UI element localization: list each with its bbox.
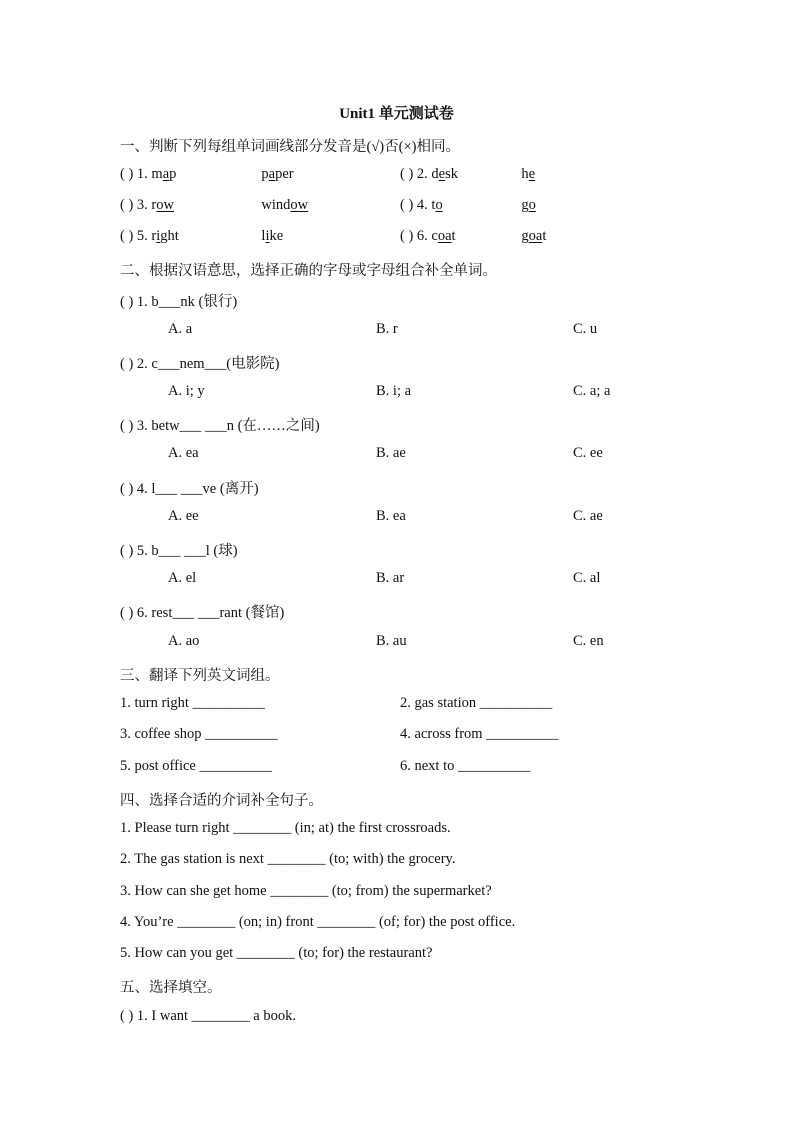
spell-option-4a: A. ee <box>168 508 199 524</box>
translate-item-1: 1. turn right __________ <box>120 695 265 711</box>
spell-question-3: ( ) 3. betw___ ___n (在……之间) <box>120 418 320 434</box>
spell-option-4c: C. ae <box>573 508 603 524</box>
spell-option-3a: A. ea <box>168 445 199 461</box>
pron-item-1: ( ) 1. map paper <box>120 166 294 182</box>
spell-question-1: ( ) 1. b___nk (银行) <box>120 294 238 310</box>
pron-item-4: ( ) 4. to go <box>400 197 536 213</box>
spell-option-5c: C. al <box>573 570 601 586</box>
spell-option-6a: A. ao <box>168 633 200 649</box>
pron-item-3: ( ) 3. row window <box>120 197 309 213</box>
spell-option-2c: C. a; a <box>573 383 611 399</box>
preposition-item-3: 3. How can she get home ________ (to; from) the supermarket? <box>120 883 492 899</box>
preposition-item-1: 1. Please turn right ________ (in; at) the first crossroads. <box>120 820 451 836</box>
spell-option-1c: C. u <box>573 321 598 337</box>
translate-item-6: 6. next to __________ <box>400 758 531 774</box>
pron-item-5: ( ) 5. right like <box>120 228 284 244</box>
spell-question-4: ( ) 4. l___ ___ve (离开) <box>120 481 259 497</box>
spell-option-2b: B. i; a <box>376 383 412 399</box>
preposition-item-4: 4. You’re ________ (on; in) front ________ (of; for) the post office. <box>120 914 516 930</box>
preposition-item-2: 2. The gas station is next ________ (to; with) the grocery. <box>120 851 456 867</box>
spell-option-1b: B. r <box>376 321 398 337</box>
spell-question-2: ( ) 2. c___nem___(电影院) <box>120 356 280 372</box>
spell-option-6b: B. au <box>376 633 407 649</box>
page-title: Unit1 单元测试卷 <box>339 106 454 122</box>
spell-option-1a: A. a <box>168 321 193 337</box>
spell-option-5b: B. ar <box>376 570 405 586</box>
section1-heading: 一、判断下列每组单词画线部分发音是(√)否(×)相同。 <box>120 139 460 155</box>
spell-option-2a: A. i; y <box>168 383 205 399</box>
section2-heading: 二、根据汉语意思，选择正确的字母或字母组合补全单词。 <box>120 263 497 279</box>
pron-item-2: ( ) 2. desk he <box>400 166 536 182</box>
translate-item-2: 2. gas station __________ <box>400 695 553 711</box>
spell-option-3c: C. ee <box>573 445 603 461</box>
translate-item-5: 5. post office __________ <box>120 758 272 774</box>
choice-item-1: ( ) 1. I want ________ a book. <box>120 1008 296 1024</box>
translate-item-3: 3. coffee shop __________ <box>120 726 278 742</box>
translate-item-4: 4. across from __________ <box>400 726 559 742</box>
spell-option-5a: A. el <box>168 570 197 586</box>
spell-question-5: ( ) 5. b___ ___l (球) <box>120 543 238 559</box>
spell-question-6: ( ) 6. rest___ ___rant (餐馆) <box>120 605 285 621</box>
section4-heading: 四、选择合适的介词补全句子。 <box>120 793 323 809</box>
section5-heading: 五、选择填空。 <box>120 980 222 996</box>
spell-option-3b: B. ae <box>376 445 406 461</box>
spell-option-4b: B. ea <box>376 508 406 524</box>
pron-item-6: ( ) 6. coat goat <box>400 228 547 244</box>
section3-heading: 三、翻译下列英文词组。 <box>120 668 280 684</box>
preposition-item-5: 5. How can you get ________ (to; for) the restaurant? <box>120 945 433 961</box>
spell-option-6c: C. en <box>573 633 604 649</box>
